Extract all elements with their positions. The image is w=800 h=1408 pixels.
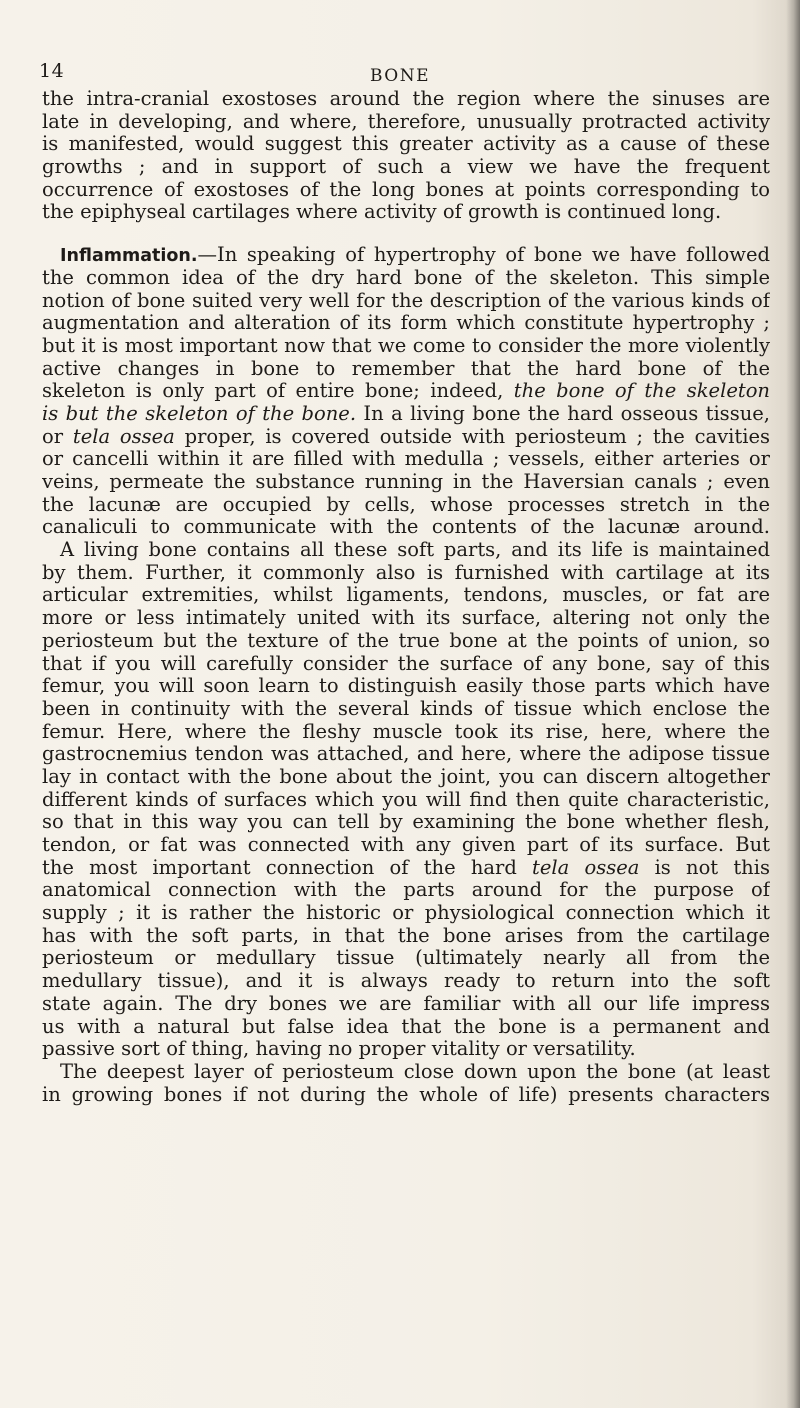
italic-phrase: is but the skeleton of the bone. [42, 402, 357, 425]
text-line: more or less intimately united with its surface, altering not only the [42, 607, 770, 630]
text-line: anatomical connection with the parts around for the purpose of [42, 879, 770, 902]
text-line: that if you will carefully consider the surface of any bone, say of this [42, 652, 770, 675]
text-run: In a living bone the hard osseous tissue, [356, 402, 770, 425]
text-line: the lacunæ are occupied by cells, whose processes stretch in the [42, 493, 770, 516]
text-line: us with a natural but false idea that the bone is a permanent and [42, 1015, 770, 1038]
text-line: periosteum or medullary tissue (ultimately nearly all from the [42, 947, 770, 970]
text-line: by them. Further, it commonly also is furnished with cartilage at its [42, 561, 770, 584]
text-line: veins, permeate the substance running in the Haversian canals ; even [42, 471, 770, 493]
section-heading-inflammation: Inflammation. [60, 246, 198, 267]
paragraph-inflammation [42, 244, 770, 1061]
text-run: —In speaking of hypertrophy of bone we have followed [197, 244, 770, 267]
paragraph-spacer [42, 224, 770, 244]
text-run: skeleton is only part of entire bone; indeed, [42, 380, 514, 403]
page-edge-shadow [786, 0, 800, 1408]
text-line: but it is most important now that we come to consider the more violently [42, 334, 770, 357]
text-line: been in continuity with the several kinds of tissue which enclose the [42, 697, 770, 720]
text-line: different kinds of surfaces which you will find then quite characteristic, [42, 788, 770, 811]
italic-phrase: the bone of the skeleton [513, 380, 770, 403]
text-line: A living bone contains all these soft parts, and its life is maintained [60, 539, 770, 562]
text-line: tendon, or fat was connected with any given part of its surface. But [42, 834, 770, 856]
text-line: femur, you will soon learn to distinguish easily those parts which have [42, 675, 770, 698]
text-line [42, 380, 770, 403]
text-line: the intra-cranial exostoses around the region where the sinuses are [42, 88, 770, 110]
text-line: the common idea of the dry hard bone of the skeleton. This simple [42, 266, 770, 289]
text-line: periosteum but the texture of the true bone at the points of union, so [42, 629, 770, 652]
paragraph-continued [42, 88, 770, 224]
text-line: passive sort of thing, having no proper vitality or versatility. [42, 1038, 636, 1061]
text-run: proper, is covered outside with periosteum ; the cavities [174, 425, 770, 448]
text-line: active changes in bone to remember that the hard bone of the [42, 357, 770, 380]
text-line [42, 244, 770, 267]
text-line: has with the soft parts, in that the bone arises from the cartilage [42, 924, 770, 947]
text-line: in growing bones if not during the whole of life) presents characters [42, 1083, 770, 1106]
paragraph-periosteum [42, 1061, 770, 1106]
text-line: articular extremities, whilst ligaments, tendons, muscles, or fat are [42, 584, 770, 607]
text-line: occurrence of exostoses of the long bones at points corresponding to [42, 178, 770, 201]
text-run: the most important connection of the hard [42, 856, 533, 879]
text-line: femur. Here, where the fleshy muscle took its rise, here, where the [42, 720, 770, 743]
text-line: gastrocnemius tendon was attached, and here, where the adipose tissue [42, 743, 770, 766]
text-line: notion of bone suited very well for the description of the various kinds of [42, 289, 770, 312]
text-line: state again. The dry bones we are familiar with all our life impress [42, 992, 770, 1015]
running-head: BONE [369, 66, 431, 86]
text-line: The deepest layer of periosteum close down upon the bone (at least [60, 1060, 770, 1083]
text-line: is manifested, would suggest this greater activity as a cause of these [42, 133, 770, 156]
text-line [42, 403, 770, 426]
text-line: supply ; it is rather the historic or physiological connection which it [42, 902, 770, 925]
text-line: or cancelli within it are filled with medulla ; vessels, either arteries or [42, 448, 770, 471]
page-number: 14 [39, 60, 65, 82]
text-line: growths ; and in support of such a view we have the frequent [42, 156, 770, 179]
text-line: canaliculi to communicate with the contents of the lacunæ around. [42, 516, 770, 539]
text-run: or [42, 425, 73, 448]
body-text [42, 88, 770, 1106]
text-line: lay in contact with the bone about the joint, you can discern altogether [42, 765, 770, 788]
text-line: augmentation and alteration of its form which constitute hypertrophy ; [42, 312, 770, 335]
italic-phrase: tela ossea [532, 856, 640, 879]
text-line [42, 426, 770, 449]
text-run: is not this [639, 856, 770, 879]
text-line: so that in this way you can tell by examining the bone whether flesh, [42, 811, 770, 834]
text-line: the epiphyseal cartilages where activity of growth is continued long. [42, 201, 722, 224]
text-line: medullary tissue), and it is always ready to return into the soft [42, 970, 770, 993]
italic-phrase: tela ossea [72, 425, 175, 448]
text-line: late in developing, and where, therefore, unusually protracted activity [42, 110, 770, 133]
text-line [42, 857, 770, 880]
